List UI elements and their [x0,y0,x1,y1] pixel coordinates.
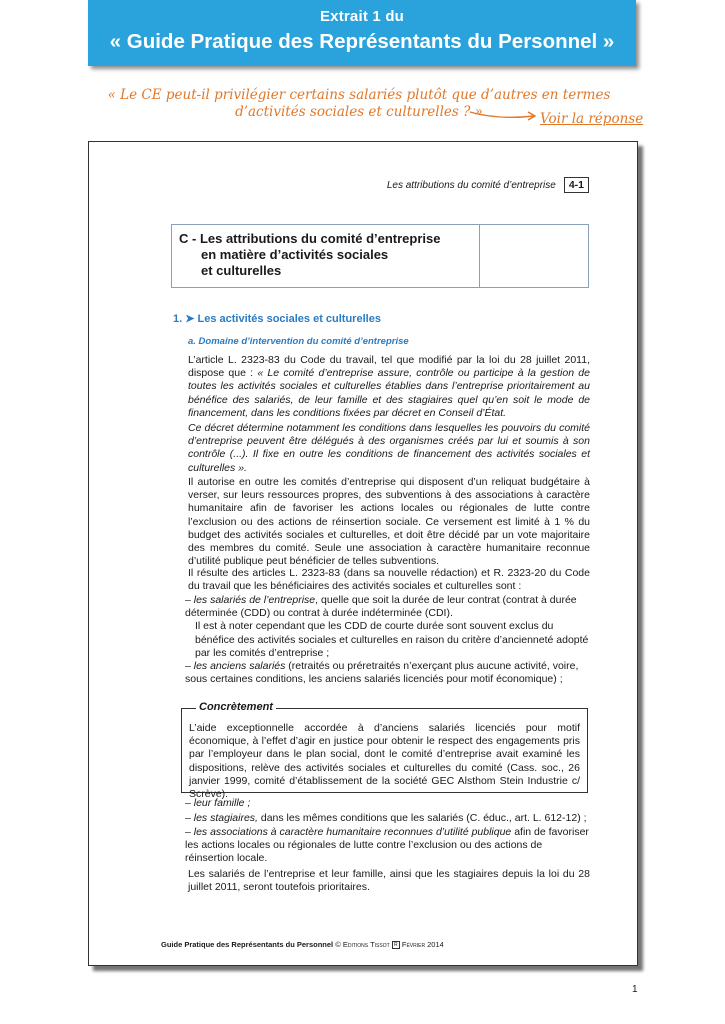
section-title-line: en matière d’activités sociales [201,247,389,262]
list-item-text: dans les mêmes conditions que les salariés (C. éduc., art. L. 612-12) ; [257,812,587,824]
page-footer [161,940,444,949]
banner-title: « Guide Pratique des Représentants du Personnel » [109,30,615,53]
heading-domaine: a. Domaine d’intervention du comité d’entreprise [188,336,409,347]
paragraph-article [188,354,590,420]
section-title-line: C - Les attributions du comité d’entreprise [179,231,441,246]
running-head [387,177,589,193]
concretement-text: L’aide exceptionnelle accordée à d’anciens salariés licenciés pour motif économique, à l’effet d’agir en justice pour obtenir le respect des engagements pris par l’employeur dans le plan social, dont le comité d’entreprise avait examiné les dispositions, relève des activités sociales et culturelles du comité (Cass. soc., 26 janvier 1999, comité d’établissement de la société GEC Alsthom Stein Industrie c/ Scrève). [189,722,580,801]
list-item [185,826,591,866]
list-item-title: – les anciens salariés [185,660,286,672]
list-item [185,812,591,825]
list-item-title: – les associations à caractère humanitaire reconnues d’utilité publique [185,826,512,838]
list-item-text: afin de favoriser les actions locales ou régionales de lutte contre l’exclusion ou des actions de réinsertion locale. [185,826,589,865]
paragraph-prioritaires: Les salariés de l’entreprise et leur famille, ainsi que les stagiaires depuis la loi du 28 juillet 2011, seront toutefois prioritaires. [188,868,590,894]
footer-publisher: © Editions Tissot [335,940,390,949]
question-line-2: d’activités sociales et culturelles ? » [235,104,483,120]
list-item-text: (retraités ou préretraités n’exerçant plus aucune activité, voire, sous certaines conditions, les anciens salariés licenciés pour motif économique) ; [185,660,579,686]
arrow-right-icon [468,108,540,122]
document-page [88,141,638,966]
question-line-1: « Le CE peut-il privilégier certains salariés plutôt que d’autres en termes [107,87,611,103]
voir-reponse-link[interactable]: Voir la réponse [540,111,644,127]
paragraph-beneficiaires: Il résulte des articles L. 2323-83 (dans sa nouvelle rédaction) et R. 2323-20 du Code du travail que les bénéficiaires des activités sociales et culturelles sont : [188,567,590,593]
page-number: 1 [632,984,638,995]
paragraph-subventions: Il autorise en outre les comités d’entreprise qui disposent d’un reliquat budgétaire à verser, sur leurs ressources propres, des subventions à des associations à caractère humanitaire afin de favoriser les actions locales ou régionales de lutte contre l’exclusion ou des actions de réinsertion sociale. Ce versement est limité à 1 % du budget des activités sociales et culturelles, et doit être décidé par un vote majoritaire des membres du comité. Seule une association à caractère humanitaire reconnue d’utilité publique peut bénéficier de telles subventions. [188,476,590,568]
concretement-box [181,701,588,801]
quote-text: « Le comité d’entreprise assure, contrôle ou participe à la gestion de toutes les activités sociales et culturelles établies dans l’entreprise prioritairement au bénéfice des salariés, de leur famille et des stagiaires quel qu’en soit le mode de financement, dans les conditions fixées par décret en Conseil d’État. [188,367,590,419]
paragraph-text: L’article L. 2323-83 du Code du travail, tel que modifié par la loi du 28 juillet 2011, dispose que : [188,354,590,380]
list-item-title: – les salariés de l’entreprise [185,594,316,606]
list-item-title: – les stagiaires, [185,812,258,824]
footer-title: Guide Pratique des Représentants du Personnel [161,940,334,949]
list-item [185,594,591,660]
banner-subtitle: Extrait 1 du [319,8,405,25]
list-item-text: , quelle que soit la durée de leur contrat (contrat à durée déterminée (CDD) ou contrat à durée indéterminée (CDI). [185,594,577,620]
list-item [185,660,591,686]
divider [479,225,480,287]
list-item-note: Il est à noter cependant que les CDD de courte durée sont souvent exclus du bénéfice des activités sociales et culturelles en raison du critère d’ancienneté adopté par les comités d’entreprise ; [195,620,589,659]
section-title [179,231,479,279]
chapter-number: 4-1 [564,177,589,193]
concretement-label: Concrètement [196,701,276,713]
header-banner [88,0,636,66]
heading-activites: 1. ➤ Les activités sociales et culturelles [173,313,381,325]
list-item: – leur famille ; [185,797,251,809]
publisher-logo-icon: R [392,941,400,949]
running-head-text: Les attributions du comité d’entreprise [386,180,556,191]
section-title-line: et culturelles [201,263,282,278]
paragraph-decret: Ce décret détermine notamment les conditions dans lesquelles les pouvoirs du comité d’entreprise peuvent être délégués à des organismes créés par lui et soumis à son contrôle (...). Il fixe en outre les conditions de financement des activités sociales et culturelles ». [188,422,590,474]
footer-date: Février 2014 [401,940,444,949]
section-title-box [171,224,589,288]
